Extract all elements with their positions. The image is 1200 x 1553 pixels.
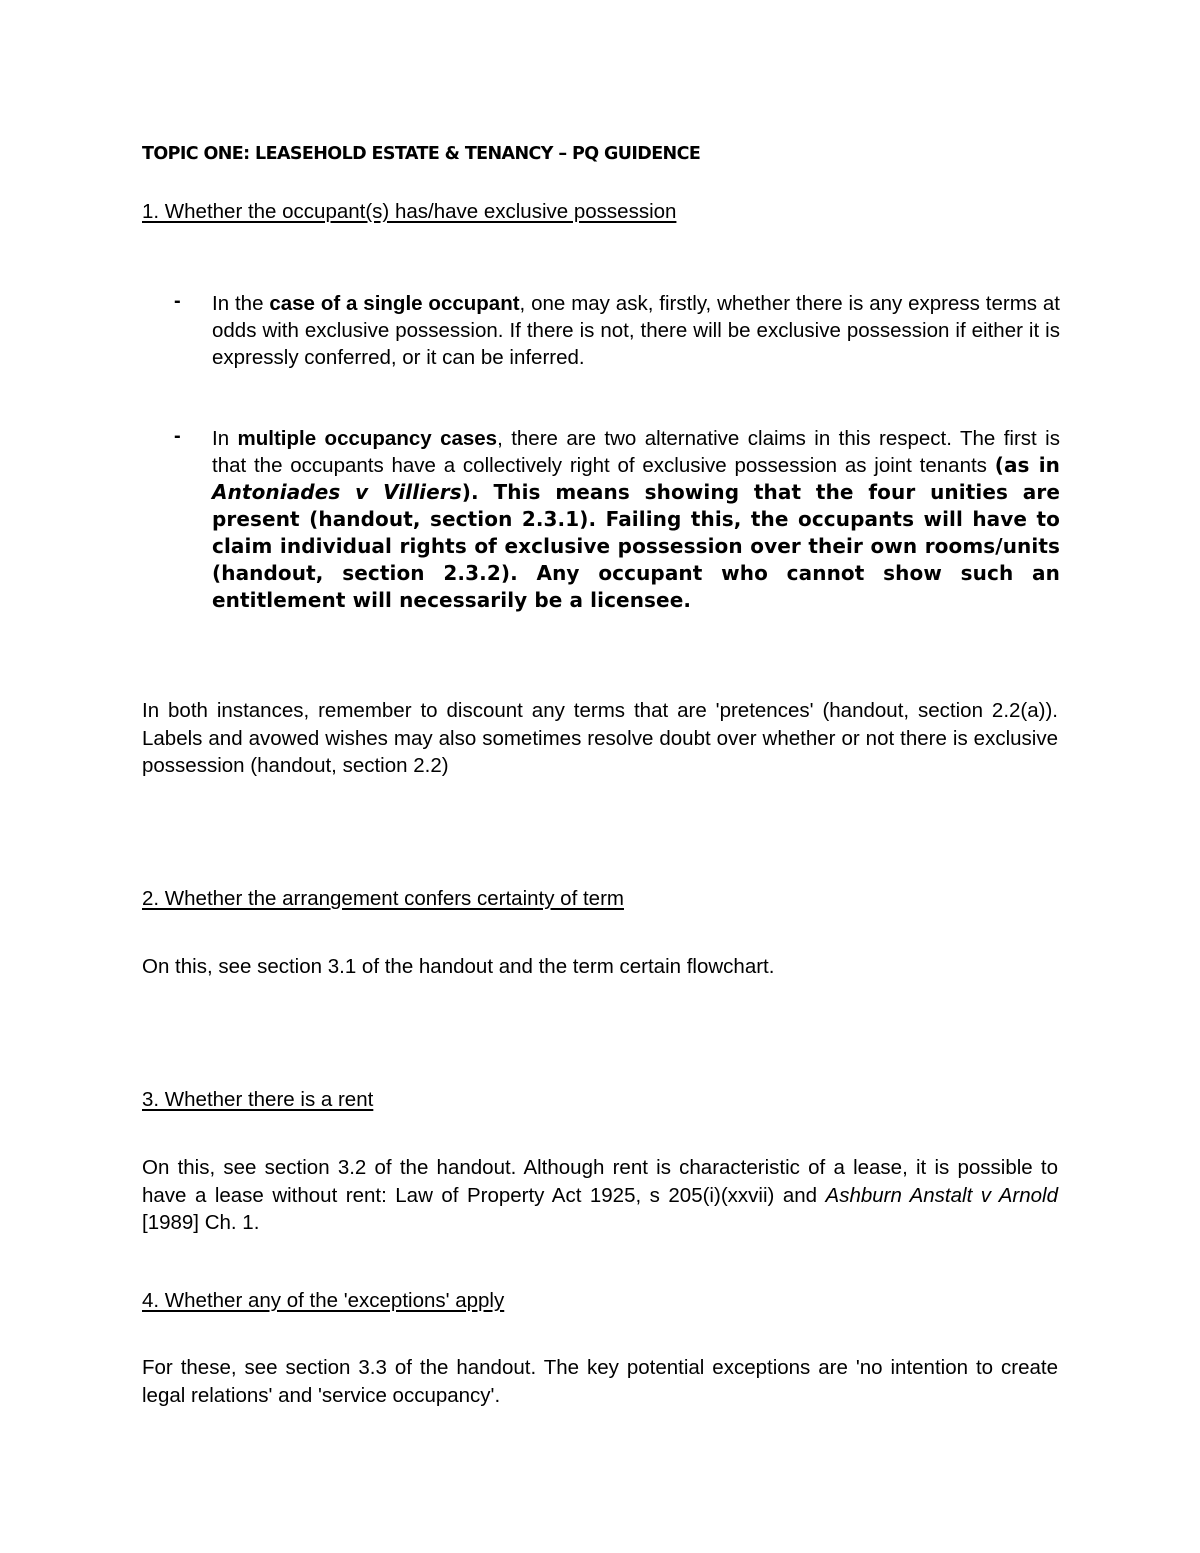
- section-2-body: On this, see section 3.1 of the handout and the term certain flowchart.: [142, 955, 775, 978]
- bullet-text-pre: In the: [212, 292, 270, 315]
- bullet-marker: -: [174, 425, 181, 447]
- section-3-body-pre: On this, see section 3.2 of the handout. Although rent is characteristic of a lease, it is possible to have a lease without rent: Law of Property Act 1925, s 205(i)(xxvii) and: [142, 1156, 1058, 1207]
- bullet-heavy-a: (as in: [994, 453, 1060, 477]
- bullet-text-pre: In: [212, 427, 238, 450]
- section-1-note: In both instances, remember to discount any terms that are 'pretences' (handout, section 2.2(a)). Labels and avowed wishes may also sometimes resolve doubt over whether or not there is exclusive possession (handout, section 2.2): [142, 699, 1058, 777]
- document-title: TOPIC ONE: LEASEHOLD ESTATE & TENANCY – PQ GUIDENCE: [142, 144, 701, 164]
- section-2-heading: 2. Whether the arrangement confers certainty of term: [142, 887, 624, 910]
- bullet-multiple-occupancy-text: [212, 425, 1060, 614]
- bullet-heavy-b: ). This means showing that the four unities are present (handout, section 2.3.1). Failing this, the occupants will have to claim individual rights of exclusive possession over their own rooms/units (handout, section 2.3.2). Any occupant who cannot show such an entitlement will necessarily be a licensee.: [212, 480, 1061, 612]
- section-3-heading: 3. Whether there is a rent: [142, 1088, 374, 1111]
- section-3-body: [142, 1154, 1058, 1237]
- section-4-body: For these, see section 3.3 of the handout. The key potential exceptions are 'no intention to create legal relations' and 'service occupancy'.: [142, 1356, 1058, 1407]
- section-1-heading: 1. Whether the occupant(s) has/have exclusive possession: [142, 200, 677, 223]
- bullet-text-mid: , there are two alternative claims in this respect. The first is that the occupants have a collectively right of exclusive possession as joint tenants: [212, 427, 1060, 477]
- bullet-marker: -: [174, 290, 181, 312]
- bullet-single-occupant-text: [212, 290, 1060, 371]
- case-name-ashburn: Ashburn Anstalt v Arnold: [825, 1183, 1058, 1207]
- bullet-bold-term: case of a single occupant: [269, 292, 520, 315]
- bullet-bold-term: multiple occupancy cases: [237, 427, 498, 450]
- case-name-antoniades: Antoniades v Villiers: [212, 480, 462, 504]
- section-3-body-post: [1989] Ch. 1.: [142, 1211, 260, 1234]
- bullet-text-post: , one may ask, firstly, whether there is any express terms at odds with exclusive possession. If there is not, there will be exclusive possession if either it is expressly conferred, or it can be inferred.: [212, 292, 1060, 369]
- section-4-heading: 4. Whether any of the 'exceptions' apply: [142, 1289, 505, 1312]
